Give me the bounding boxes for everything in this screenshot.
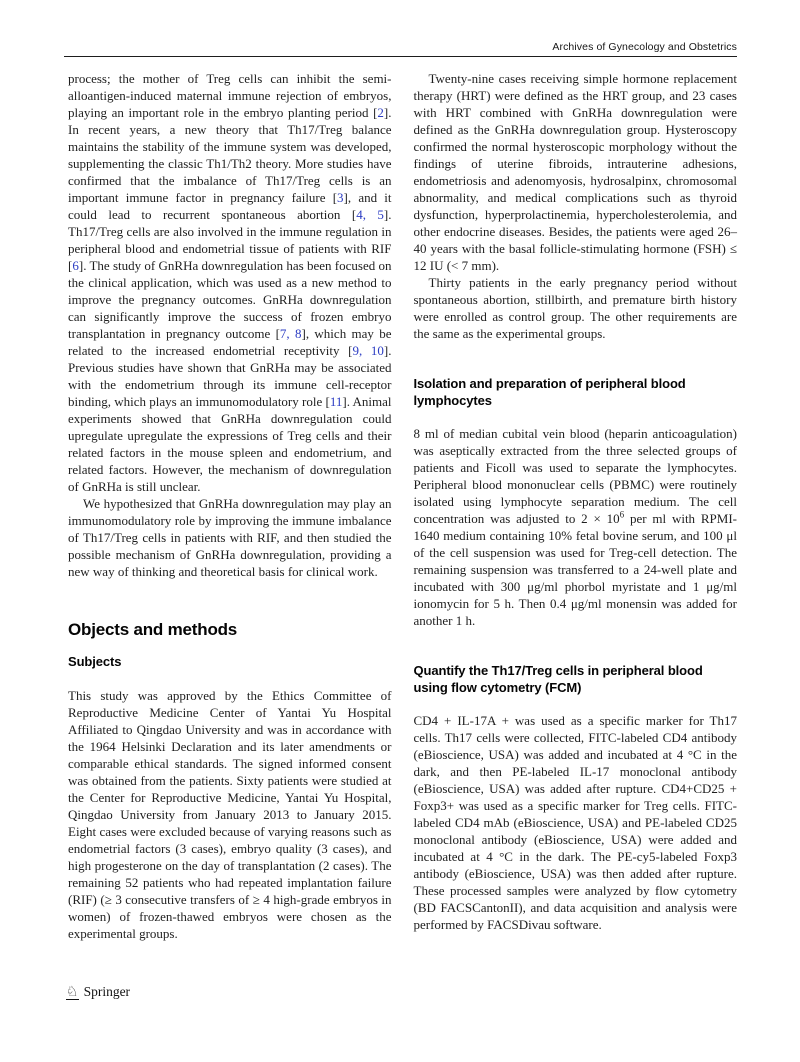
citation-link[interactable]: 2: [377, 105, 384, 120]
springer-knight-icon: ♘: [66, 983, 79, 1000]
right-column: [414, 70, 738, 942]
citation-link[interactable]: 6: [72, 258, 79, 273]
citation-link[interactable]: 7, 8: [279, 326, 302, 341]
article-body: [68, 70, 737, 942]
publisher-name: Springer: [83, 984, 131, 999]
paragraph: Thirty patients in the early pregnancy period without spontaneous abortion, stillbirth, and premature birth history were enrolled as control group. The other requirements are the same as the experimental groups.: [413, 275, 737, 341]
publisher-footer: [66, 984, 130, 1000]
paragraph: Twenty-nine cases receiving simple hormone replacement therapy (HRT) were defined as the HRT group, and 23 cases with HRT combined with GnRHa downregulation were defined as the GnRHa downregulation group. Hysteroscopy confirmed the normal hysteroscopic morphology without the findings of uterine fibroids, intrauterine adhesions, endometriosis and adenomyosis, hydrosalpinx, chromosomal abnormality, and medical complications such as thyroid dysfunction, hyperprolactinemia, hypercholesterolemia, and other endocrine diseases. Besides, the patients were aged 26–40 years with the basal follicle-stimulating hormone (FSH) ≤ 12 IU (< 7 mm).: [413, 71, 737, 273]
paragraph: 8 ml of median cubital vein blood (heparin anticoagulation) was aseptically extracted from the three selected groups of patients and Ficoll was used to separate the lymphocytes. Peripheral blood mononuclear cells (PBMC) were routinely isolated using lymphocyte separation medium. The cell concentration was adjusted to $2 \times 10^6$ per ml with RPMI-1640 medium containing 10% fetal bovine serum, and 100 μl of the cell suspension was used for Treg-cell detection. The remaining suspension was transferred to a 24-well plate and incubated with 300 μg/ml phorbol myristate and 1 μg/ml ionomycin for 5 h. Then 0.4 μg/ml monensin was added for another 1 h.: [413, 426, 737, 628]
paragraph: This study was approved by the Ethics Committee of Reproductive Medicine Center of Yantai Yu Hospital Affiliated to Qingdao University and was in accordance with the 1964 Helsinki Declaration and its later amendments or comparable ethical standards. The signed informed consent was obtained from the patients. Sixty patients were studied at the Center for Reproductive Medicine, Yantai Yu Hospital, Qingdao University from January 2013 to January 2015. Eight cases were excluded because of varying reasons such as endometrial factors (3 cases), embryo quality (3 cases), and high progesterone on the day of transplantation (2 cases). The remaining 52 patients who had repeated implantation failure (RIF) (≥ 3 consecutive transfers of ≥ 4 high-grade embryos in women) of frozen-thawed embryos were chosen as the experimental groups.: [68, 687, 392, 941]
subsection-heading: Subjects: [68, 654, 122, 669]
subsection-heading: Quantify the Th17/Treg cells in peripheral blood using flow cytometry (FCM): [413, 663, 703, 695]
citation-link[interactable]: 9, 10: [352, 343, 384, 358]
journal-title: Archives of Gynecology and Obstetrics: [552, 41, 737, 53]
citation-link[interactable]: 3: [337, 190, 344, 205]
left-column: [68, 70, 392, 942]
citation-link[interactable]: 4, 5: [356, 207, 384, 222]
citation-link[interactable]: 11: [329, 394, 343, 409]
paragraph: CD4 + IL-17A + was used as a specific marker for Th17 cells. Th17 cells were collected, FITC-labeled CD4 antibody (eBioscience, USA) was added and incubated at 4 °C in the dark, and then PE-labeled IL-17 monoclonal antibody (eBioscience, USA) was added after rupture. CD4+CD25 + Foxp3+ was used as a specific marker for Treg cells. FITC-labeled CD4 mAb (eBioscience, USA) and PE-labeled CD25 monoclonal antibody (eBioscience, USA) were added and incubated at 4 °C in the dark. The PE-cy5-labeled Foxp3 antibody (eBioscience, USA) was then added after rupture. These processed samples were analyzed by flow cytometry (BD FACSCantonII), and data acquisition and analysis were performed by FACSDivau software.: [413, 713, 737, 932]
paragraph: We hypothesized that GnRHa downregulation may play an immunomodulatory role by improving the immune imbalance of Th17/Treg cells in patients with RIF, and then studied the possible mechanism of GnRHa downregulation, providing a new way of thinking and theoretical basis for clinical work.: [68, 496, 392, 579]
section-heading: Objects and methods: [68, 620, 238, 639]
subsection-heading: Isolation and preparation of peripheral blood lymphocytes: [413, 376, 686, 408]
superscript: 6: [619, 509, 625, 520]
paragraph: process; the mother of Treg cells can inhibit the semi-alloantigen-induced maternal immune rejection of embryos, playing an important role in the embryo planting period [2]. In recent years, a new theory that Th17/Treg balance maintains the stability of the immune system was developed, supplementing the classic Th1/Th2 theory. More studies have confirmed that the imbalance of Th17/Treg cells is an important immune factor in pregnancy failure [3], and it could lead to recurrent spontaneous abortion [4, 5]. Th17/Treg cells are also involved in the immune regulation in peripheral blood and endometrial tissue of patients with RIF [6]. The study of GnRHa downregulation has been focused on the clinical application, which was used as a new method to improve the pregnancy outcomes. GnRHa downregulation can significantly improve the success of frozen embryo transplantation in pregnancy outcome [7, 8], which may be related to the increased endometrial receptivity [9, 10]. Previous studies have shown that GnRHa may be associated with the endometrium through its immune cell-receptor binding, which plays an immunomodulatory role [11]. Animal experiments showed that GnRHa downregulation could upregulate upregulate the expressions of Treg cells and their related factors in the mouse spleen and endometrium, and related factors. However, the mechanism of downregulation of GnRHa is still unclear.: [68, 71, 392, 494]
header-rule: [64, 56, 737, 57]
